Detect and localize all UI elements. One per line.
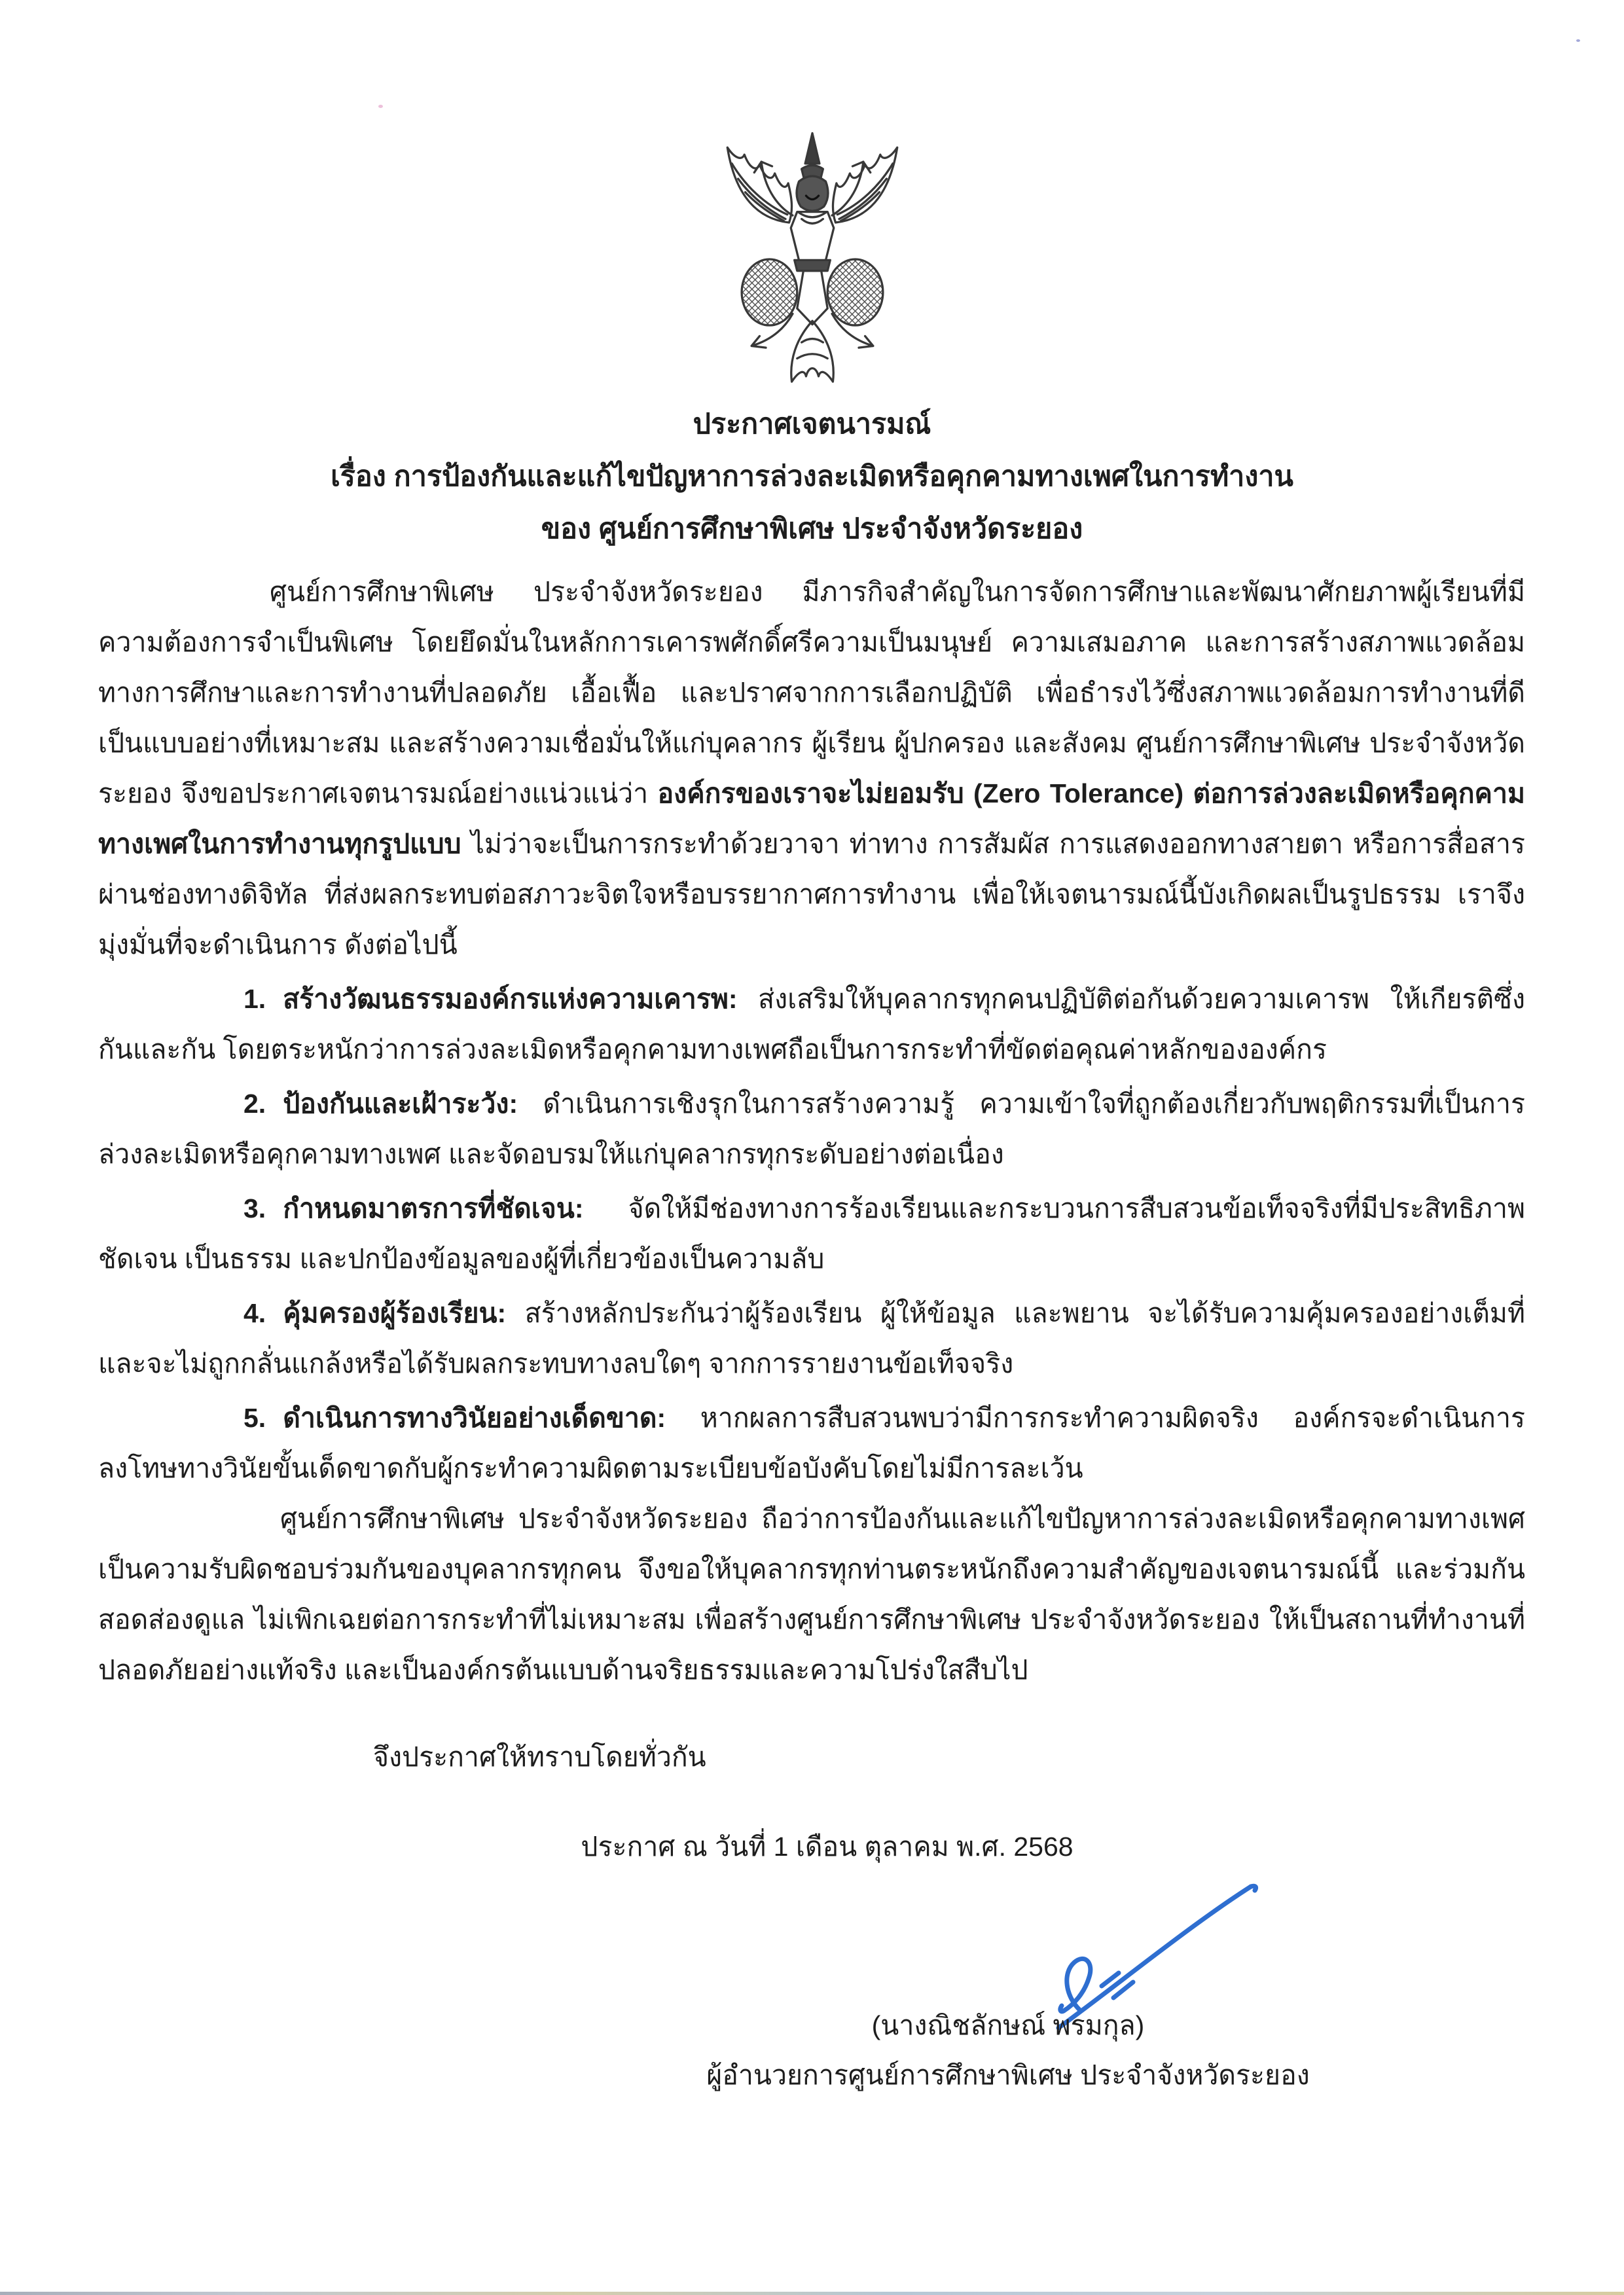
- item-number: 1.: [244, 984, 266, 1014]
- title-block: [0, 398, 1624, 555]
- list-item-1: [98, 974, 1525, 1075]
- list-item-3: [98, 1184, 1525, 1284]
- item-number: 3.: [244, 1193, 266, 1223]
- announcement-date-line: ประกาศ ณ วันที่ 1 เดือน ตุลาคม พ.ศ. 2568: [581, 1832, 1074, 1862]
- garuda-emblem-icon: [704, 130, 921, 389]
- closing-paragraph: ศูนย์การศึกษาพิเศษ ประจำจังหวัดระยอง ถือว่าการป้องกันและแก้ไขปัญหาการล่วงละเมิดหรือคุกคามทางเพศเป็นความรับผิดชอบร่วมกันของบุคลากรทุกคน จึงขอให้บุคลากรทุกท่านตระหนักถึงความสำคัญของเจตนารมณ์นี้ และร่วมกันสอดส่องดูแล ไม่เพิกเฉยต่อการกระทำที่ไม่เหมาะสม เพื่อสร้างศูนย์การศึกษาพิเศษ ประจำจังหวัดระยอง ให้เป็นสถานที่ทำงานที่ปลอดภัยอย่างแท้จริง และเป็นองค์กรต้นแบบด้านจริยธรรมและความโปร่งใสสืบไป: [98, 1504, 1525, 1685]
- list-item-4: [98, 1288, 1525, 1389]
- signer-title: ผู้อำนวยการศูนย์การศึกษาพิเศษ ประจำจังหวัดระยอง: [706, 2060, 1310, 2090]
- document-header-emblem: [0, 0, 1624, 389]
- item-text: ดำเนินการเชิงรุกในการสร้างความรู้ ความเข้าใจที่ถูกต้องเกี่ยวกับพฤติกรรมที่เป็นการล่วงละเมิดหรือคุกคามทางเพศ และจัดอบรมให้แก่บุคลากรทุกระดับอย่างต่อเนื่อง: [98, 1089, 1525, 1169]
- document-organization: ของ ศูนย์การศึกษาพิเศษ ประจำจังหวัดระยอง: [541, 513, 1083, 545]
- item-heading: กำหนดมาตรการที่ชัดเจน:: [283, 1193, 584, 1223]
- intro-text-after: ไม่ว่าจะเป็นการกระทำด้วยวาจา ท่าทาง การสัมผัส การแสดงออกทางสายตา หรือการสื่อสารผ่านช่องทางดิจิทัล ที่ส่งผลกระทบต่อสภาวะจิตใจหรือบรรยากาศการทำงาน เพื่อให้เจตนารมณ์นี้บังเกิดผลเป็นรูปธรรม เราจึงมุ่งมั่นที่จะดำเนินการ ดังต่อไปนี้: [98, 829, 1525, 960]
- scan-edge-artifact: [0, 2292, 1624, 2295]
- item-heading: สร้างวัฒนธรรมองค์กรแห่งความเคารพ:: [283, 984, 738, 1014]
- document-body: [98, 567, 1525, 1782]
- item-number: 4.: [244, 1298, 266, 1328]
- document-subject: เรื่อง การป้องกันและแก้ไขปัญหาการล่วงละเมิดหรือคุกคามทางเพศในการทำงาน: [331, 461, 1293, 492]
- intro-paragraph: [98, 567, 1525, 970]
- item-heading: คุ้มครองผู้ร้องเรียน:: [283, 1298, 507, 1328]
- item-text: จัดให้มีช่องทางการร้องเรียนและกระบวนการสืบสวนข้อเท็จจริงที่มีประสิทธิภาพ ชัดเจน เป็นธรรม และปกป้องข้อมูลของผู้ที่เกี่ยวข้องเป็นความลับ: [98, 1193, 1525, 1274]
- item-number: 5.: [244, 1403, 266, 1433]
- list-item-2: [98, 1079, 1525, 1180]
- item-heading: ป้องกันและเฝ้าระวัง:: [283, 1089, 518, 1119]
- zero-tolerance-statement: องค์กรของเราจะไม่ยอมรับ (Zero Tolerance) ต่อการล่วงละเมิดหรือคุกคามทางเพศในการทำงานทุกรูปแบบ: [98, 778, 1525, 859]
- document-title: ประกาศเจตนารมณ์: [693, 408, 931, 440]
- item-text: หากผลการสืบสวนพบว่ามีการกระทำความผิดจริง องค์กรจะดำเนินการลงโทษทางวินัยขั้นเด็ดขาดกับผู้กระทำความผิดตามระเบียบข้อบังคับโดยไม่มีการละเว้น: [98, 1403, 1525, 1483]
- item-heading: ดำเนินการทางวินัยอย่างเด็ดขาด:: [283, 1403, 666, 1433]
- item-text: ส่งเสริมให้บุคลากรทุกคนปฏิบัติต่อกันด้วยความเคารพ ให้เกียรติซึ่งกันและกัน โดยตระหนักว่าการล่วงละเมิดหรือคุกคามทางเพศถือเป็นการกระทำที่ขัดต่อคุณค่าหลักขององค์กร: [98, 984, 1525, 1064]
- closing-line: จึงประกาศให้ทราบโดยทั่วกัน: [373, 1742, 706, 1772]
- scan-speck-artifact: [1576, 39, 1580, 42]
- signer-block: [674, 2000, 1342, 2100]
- item-number: 2.: [244, 1089, 266, 1119]
- list-item-5: [98, 1393, 1525, 1494]
- signature-area: [0, 1872, 1624, 2173]
- item-text: สร้างหลักประกันว่าผู้ร้องเรียน ผู้ให้ข้อมูล และพยาน จะได้รับความคุ้มครองอย่างเต็มที่ และจะไม่ถูกกลั่นแกล้งหรือได้รับผลกระทบทางลบใดๆ จากการรายงานข้อเท็จจริง: [98, 1298, 1525, 1379]
- intro-text-before: ศูนย์การศึกษาพิเศษ ประจำจังหวัดระยอง มีภารกิจสำคัญในการจัดการศึกษาและพัฒนาศักยภาพผู้เรียนที่มีความต้องการจำเป็นพิเศษ โดยยึดมั่นในหลักการเคารพศักดิ์ศรีความเป็นมนุษย์ ความเสมอภาค และการสร้างสภาพแวดล้อมทางการศึกษาและการทำงานที่ปลอดภัย เอื้อเฟื้อ และปราศจากการเลือกปฏิบัติ เพื่อธำรงไว้ซึ่งสภาพแวดล้อมการทำงานที่ดี เป็นแบบอย่างที่เหมาะสม และสร้างความเชื่อมั่นให้แก่บุคลากร ผู้เรียน ผู้ปกครอง และสังคม ศูนย์การศึกษาพิเศษ ประจำจังหวัดระยอง จึงขอประกาศเจตนารมณ์อย่างแน่วแน่ว่า: [98, 577, 1525, 808]
- signer-name: (นางณิชลักษณ์ พรมกุล): [871, 2010, 1145, 2040]
- scan-speck-artifact: [378, 105, 383, 108]
